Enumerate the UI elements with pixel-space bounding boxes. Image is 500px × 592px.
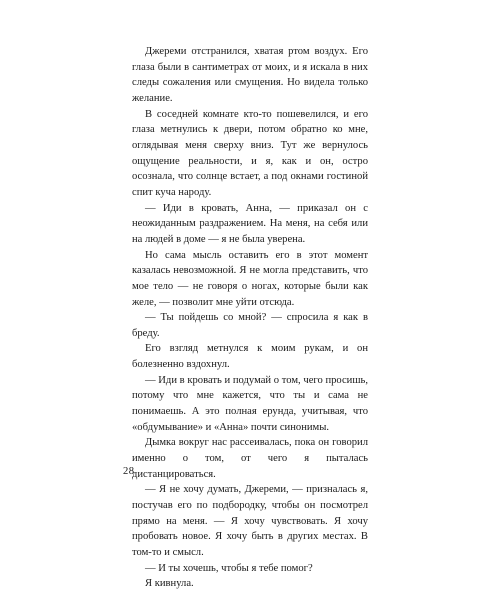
paragraph: Его взгляд метнулся к моим рукам, и он болезненно вздохнул. (132, 343, 368, 371)
paragraph: Дымка вокруг нас рассеивалась, пока он говорил именно о том, от чего я пыталась дистанцироваться. (132, 437, 368, 480)
paragraph: — И ты хочешь, чтобы я тебе помог? (145, 562, 313, 574)
paragraph: Джереми отстранился, хватая ртом воздух. Его глаза были в сантиметрах от моих, и я искала в них следы сожаления или смущения. Но видела только желание. (132, 46, 368, 104)
body-text (132, 44, 368, 592)
page-number: 28 (123, 466, 135, 477)
paragraph: Но сама мысль оставить его в этот момент казалась невозможной. Я не могла представить, что мое тело — не говоря о ногах, которые были как желе, — позволит мне уйти отсюда. (132, 249, 368, 308)
paragraph: — Я не хочу думать, Джереми, — призналась я, постучав его по подбородку, чтобы он посмотрел прямо на меня. — Я хочу чувствовать. Я хочу пробовать новое. Я хочу быть в других местах. В том-то и смысл. (132, 484, 368, 558)
paragraph: — Иди в кровать, Анна, — приказал он с неожиданным раздражением. На меня, на себя или на людей в доме — я не была уверена. (132, 202, 368, 245)
paragraph: В соседней комнате кто-то пошевелился, и его глаза метнулись к двери, потом обратно ко мне, оглядывая меня сверху вниз. Тут же вернулось ощущение реальности, и я, как и он, остро осознала, что солнце встает, а под окнами гостиной спит куча народу. (132, 108, 368, 198)
paragraph: — Ты пойдешь со мной? — спросила я как в бреду. (132, 312, 368, 339)
paragraph: — Иди в кровать и подумай о том, чего просишь, потому что мне кажется, что ты и сама не понимаешь. А это полная ерунда, учитывая, что «обдумывание» и «Анна» почти синонимы. (132, 374, 368, 433)
paragraph: Я кивнула. (145, 578, 194, 590)
